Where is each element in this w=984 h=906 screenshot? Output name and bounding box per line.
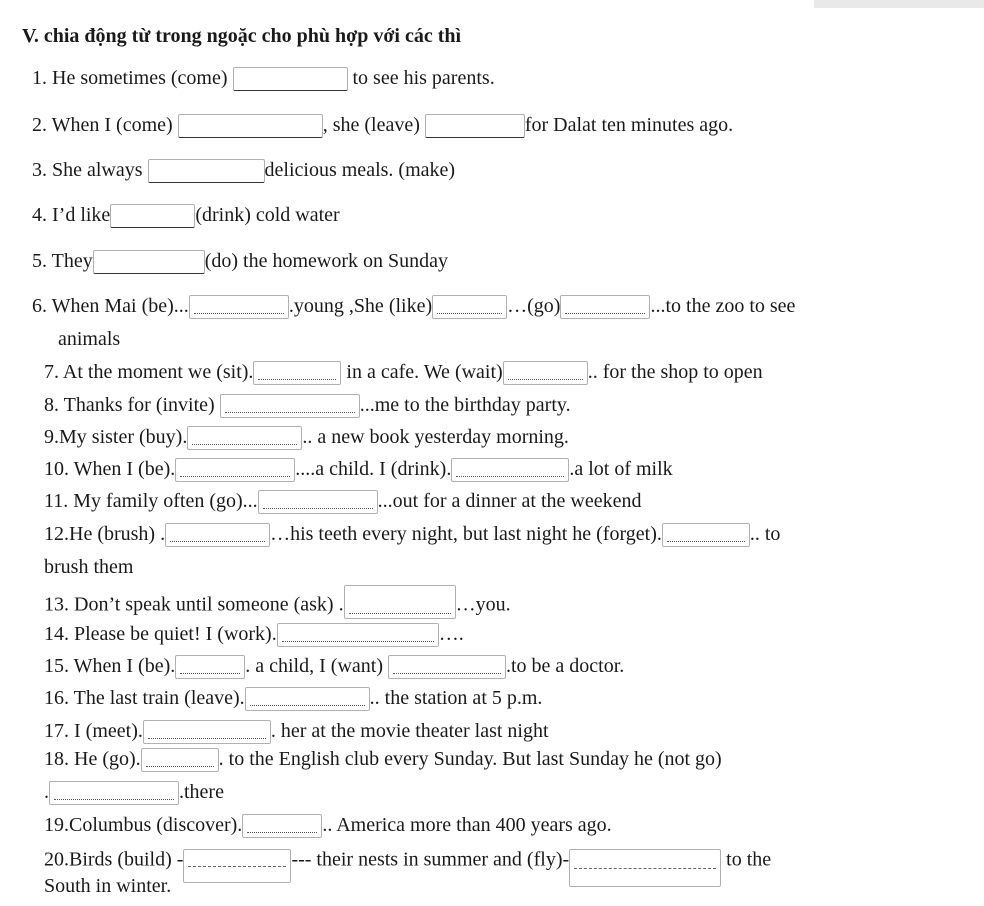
question-14: 14. Please be quiet! I (work). …. [44,622,464,647]
answer-box-9[interactable] [187,426,302,450]
answer-box-20b[interactable] [569,849,721,887]
top-edge-shade [814,0,984,8]
question-20: 20.Birds (build) - --- their nests in summer and (fly)- to the [44,842,771,880]
question-13: 13. Don’t speak until someone (ask) . …you. [44,589,511,623]
question-2: 2. When I (come) , she (leave) for Dalat ten minutes ago. [32,113,733,138]
question-20-continued: South in winter. [44,875,172,897]
answer-box-3[interactable] [148,159,265,183]
answer-box-7a[interactable] [253,361,341,385]
question-15: 15. When I (be). . a child, I (want) .to be a doctor. [44,654,624,679]
answer-box-20a[interactable] [183,849,291,883]
answer-box-16[interactable] [245,687,370,711]
question-6-continued: animals [58,328,121,350]
answer-box-4[interactable] [110,204,195,228]
answer-box-2b[interactable] [425,114,525,138]
question-8: 8. Thanks for (invite) ...me to the birthday party. [44,393,571,418]
answer-box-2a[interactable] [178,114,323,138]
answer-box-1[interactable] [233,67,348,91]
question-19: 19.Columbus (discover). .. America more than 400 years ago. [44,813,612,838]
question-6: 6. When Mai (be)... .young ,She (like) …(go) ...to the zoo to see [32,294,795,319]
question-16: 16. The last train (leave). .. the station at 5 p.m. [44,686,542,711]
answer-box-14[interactable] [277,623,439,647]
question-5: 5. They (do) the homework on Sunday [32,249,448,274]
answer-box-6c[interactable] [560,295,650,319]
answer-box-5[interactable] [93,250,205,274]
exercise-title: V. chia động từ trong ngoặc cho phù hợp với các thì [22,25,462,47]
answer-box-7b[interactable] [503,361,588,385]
answer-box-12a[interactable] [165,523,270,547]
answer-box-18b[interactable] [49,781,179,805]
question-12: 12.He (brush) . …his teeth every night, but last night he (forget). .. to [44,522,780,547]
question-3: 3. She always delicious meals. (make) [32,158,455,183]
answer-box-15a[interactable] [175,655,245,679]
answer-box-8[interactable] [220,394,360,418]
question-1: 1. He sometimes (come) to see his parents. [32,66,495,91]
question-11: 11. My family often (go)... ...out for a dinner at the weekend [44,489,641,514]
question-7: 7. At the moment we (sit). in a cafe. We (wait) .. for the shop to open [44,360,763,385]
question-17: 17. I (meet). . her at the movie theater last night [44,719,549,744]
question-10: 10. When I (be). ....a child. I (drink). .a lot of milk [44,457,673,482]
question-9: 9.My sister (buy). .. a new book yesterday morning. [44,425,569,450]
answer-box-6b[interactable] [432,295,507,319]
answer-box-6a[interactable] [189,295,289,319]
question-12-continued: brush them [44,556,134,578]
answer-box-13[interactable] [344,585,456,619]
answer-box-10b[interactable] [451,458,569,482]
question-4: 4. I’d like (drink) cold water [32,203,340,228]
answer-box-11[interactable] [258,490,378,514]
answer-box-10a[interactable] [175,458,295,482]
answer-box-15b[interactable] [388,655,506,679]
answer-box-17[interactable] [143,720,271,744]
question-18: 18. He (go). . to the English club every Sunday. But last Sunday he (not go) [44,747,722,772]
answer-box-12b[interactable] [662,523,750,547]
answer-box-19[interactable] [242,814,322,838]
question-18-continued: . .there [44,780,224,805]
answer-box-18a[interactable] [141,748,219,772]
